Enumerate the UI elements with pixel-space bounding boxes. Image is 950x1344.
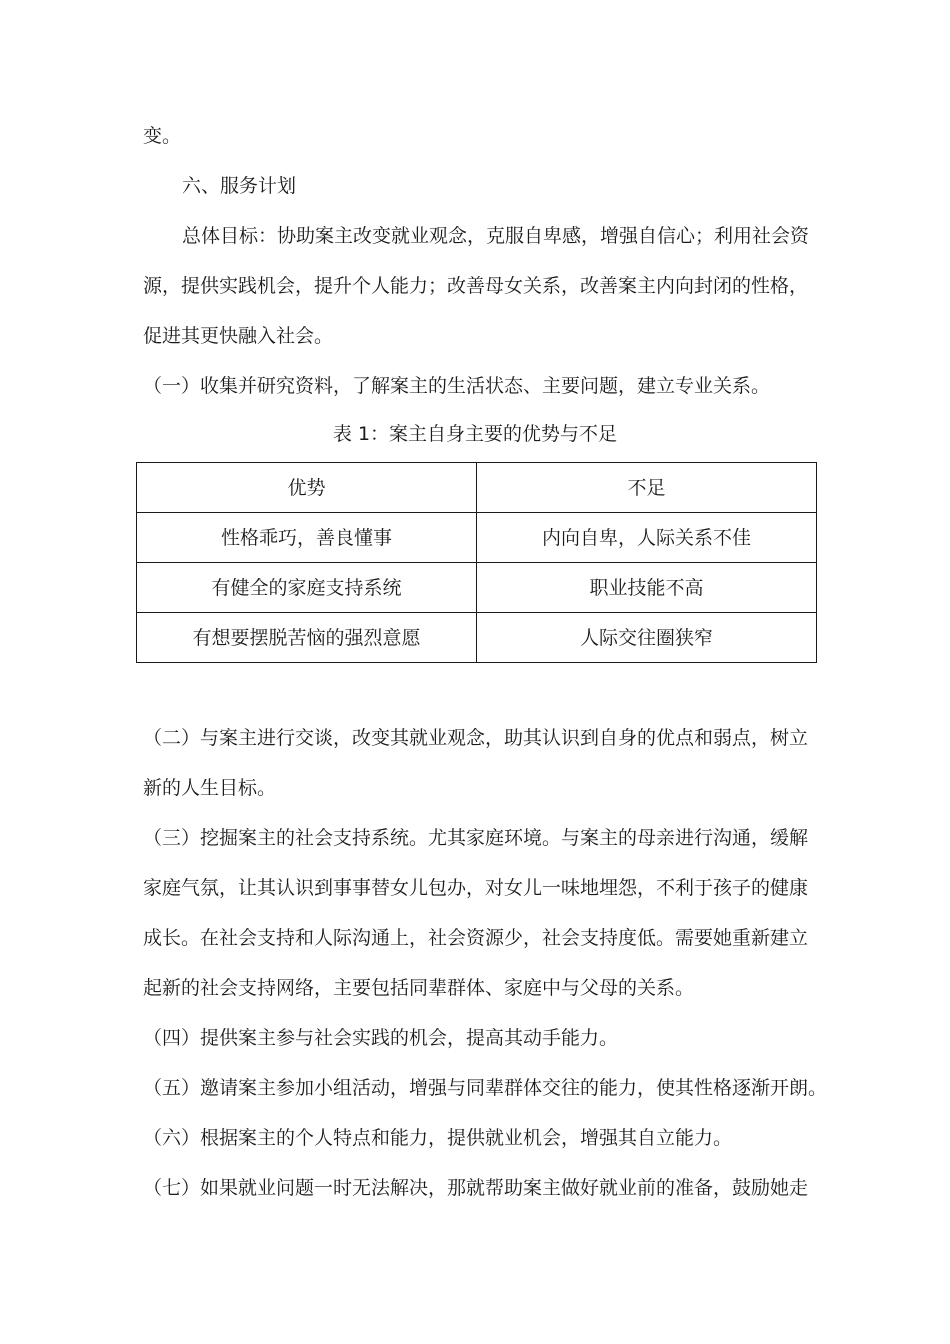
- plan-item-7: （七）如果就业问题一时无法解决，那就帮助案主做好就业前的准备，鼓励她走: [143, 1177, 809, 1199]
- plan-item-1: （一）收集并研究资料，了解案主的生活状态、主要问题，建立专业关系。: [143, 375, 771, 397]
- plan-item-5: （五）邀请案主参加小组活动，增强与同辈群体交往的能力，使其性格逐渐开朗。: [143, 1077, 828, 1099]
- section-heading: 六、服务计划: [182, 175, 297, 197]
- table-row: [137, 613, 817, 663]
- plan-item-3-line: 成长。在社会支持和人际沟通上，社会资源少，社会支持度低。需要她重新建立: [143, 927, 809, 949]
- table-cell: 有想要摆脱苦恼的强烈意愿: [137, 613, 477, 663]
- plan-item-4: （四）提供案主参与社会实践的机会，提高其动手能力。: [143, 1027, 619, 1049]
- table-cell: 内向自卑，人际关系不佳: [477, 513, 817, 563]
- strengths-weaknesses-table: [136, 462, 817, 663]
- goal-paragraph-line: 促进其更快融入社会。: [143, 325, 334, 347]
- table-header-strengths: 优势: [137, 463, 477, 513]
- table-row: [137, 563, 817, 613]
- plan-item-3-line: 起新的社会支持网络，主要包括同辈群体、家庭中与父母的关系。: [143, 977, 695, 999]
- table-header-row: [137, 463, 817, 513]
- table-cell: 有健全的家庭支持系统: [137, 563, 477, 613]
- plan-item-3-line: 家庭气氛，让其认识到事事替女儿包办，对女儿一味地埋怨，不利于孩子的健康: [143, 877, 809, 899]
- plan-item-3-line: （三）挖掘案主的社会支持系统。尤其家庭环境。与案主的母亲进行沟通，缓解: [143, 827, 809, 849]
- table-row: [137, 513, 817, 563]
- table-cell: 人际交往圈狭窄: [477, 613, 817, 663]
- goal-paragraph-line: 源，提供实践机会，提升个人能力；改善母女关系，改善案主内向封闭的性格，: [143, 275, 809, 297]
- paragraph-continuation: 变。: [143, 125, 182, 147]
- table-cell: 职业技能不高: [477, 563, 817, 613]
- goal-paragraph-line: 总体目标：协助案主改变就业观念，克服自卑感，增强自信心；利用社会资: [182, 225, 810, 247]
- plan-item-6: （六）根据案主的个人特点和能力，提供就业机会，增强其自立能力。: [143, 1127, 733, 1149]
- table-caption: 表 1：案主自身主要的优势与不足: [332, 423, 618, 445]
- table-cell: 性格乖巧，善良懂事: [137, 513, 477, 563]
- plan-item-2-line: 新的人生目标。: [143, 777, 277, 799]
- table-header-weaknesses: 不足: [477, 463, 817, 513]
- plan-item-2-line: （二）与案主进行交谈，改变其就业观念，助其认识到自身的优点和弱点，树立: [143, 727, 809, 749]
